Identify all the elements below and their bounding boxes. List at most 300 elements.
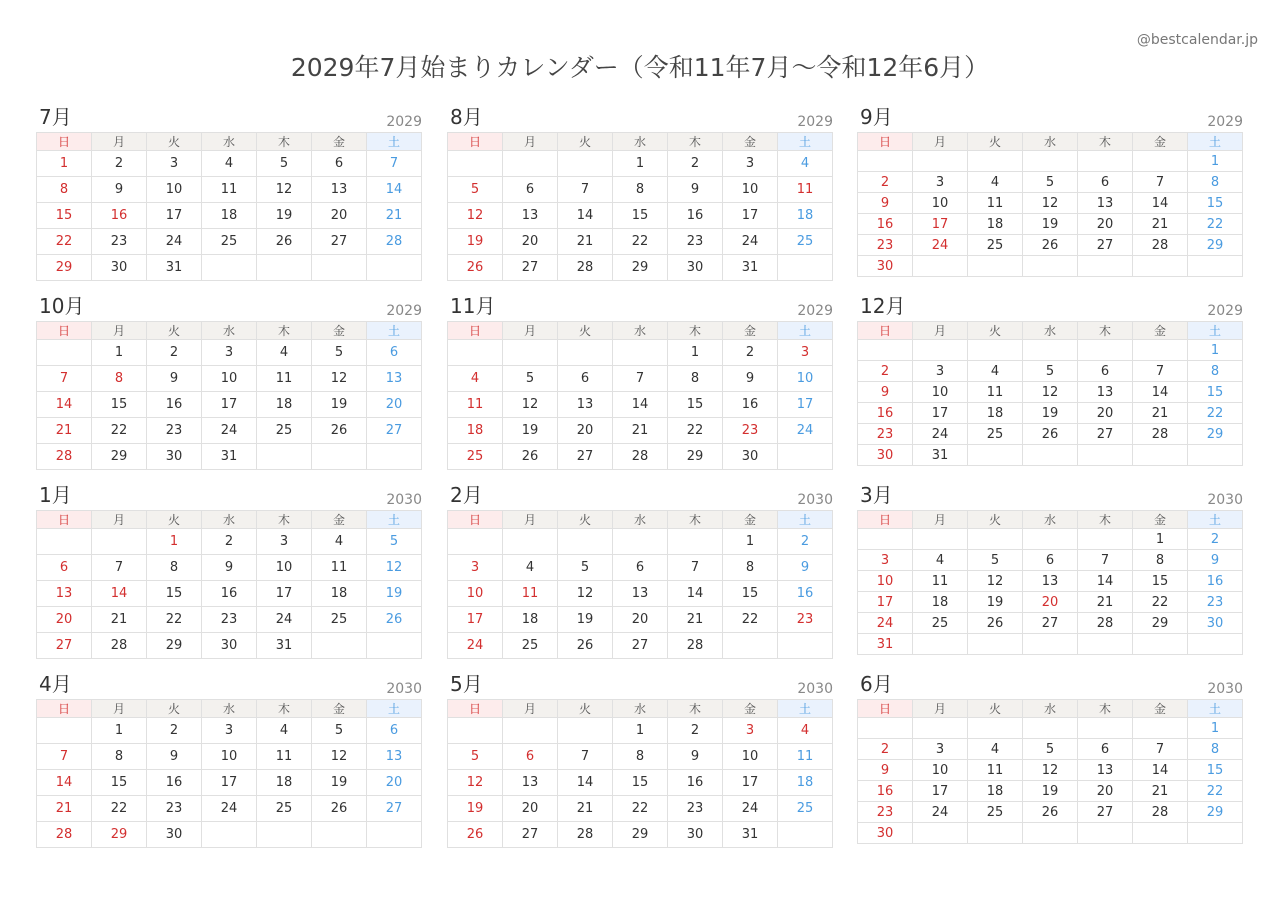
day-cell: 22	[1188, 403, 1243, 424]
empty-cell	[92, 529, 147, 555]
weekday-header: 水	[1023, 700, 1078, 718]
empty-cell	[1133, 823, 1188, 844]
weekday-header-row	[37, 133, 422, 151]
day-cell: 7	[37, 744, 92, 770]
day-cell: 11	[778, 744, 833, 770]
weekday-header: 金	[723, 133, 778, 151]
day-cell: 18	[968, 781, 1023, 802]
day-cell: 26	[558, 633, 613, 659]
week-row	[37, 177, 422, 203]
weekday-header: 月	[913, 700, 968, 718]
weekday-header: 火	[968, 511, 1023, 529]
week-row	[37, 366, 422, 392]
day-cell: 25	[968, 802, 1023, 823]
month-calendar	[857, 484, 1243, 655]
day-cell: 21	[37, 418, 92, 444]
weekday-header-row	[448, 511, 833, 529]
day-cell: 24	[858, 613, 913, 634]
day-cell: 10	[858, 571, 913, 592]
day-cell: 31	[147, 255, 202, 281]
day-cell: 28	[37, 822, 92, 848]
day-cell: 11	[778, 177, 833, 203]
day-cell: 5	[367, 529, 422, 555]
week-row	[858, 718, 1243, 739]
day-cell: 19	[312, 770, 367, 796]
weekday-header: 水	[202, 322, 257, 340]
month-name: 12月	[860, 294, 906, 318]
day-cell: 16	[668, 770, 723, 796]
month-name: 1月	[39, 483, 72, 507]
day-cell: 12	[448, 770, 503, 796]
day-cell: 2	[668, 151, 723, 177]
day-cell: 23	[147, 418, 202, 444]
month-calendar	[447, 106, 833, 281]
day-cell: 14	[1133, 760, 1188, 781]
weekday-header: 水	[613, 511, 668, 529]
day-cell: 25	[778, 796, 833, 822]
month-header	[857, 484, 1243, 508]
week-row	[448, 633, 833, 659]
day-cell: 8	[92, 366, 147, 392]
empty-cell	[913, 718, 968, 739]
day-cell: 18	[968, 403, 1023, 424]
weekday-header: 火	[558, 322, 613, 340]
day-cell: 10	[778, 366, 833, 392]
day-cell: 23	[858, 235, 913, 256]
day-cell: 7	[613, 366, 668, 392]
day-cell: 23	[858, 424, 913, 445]
day-cell: 22	[613, 229, 668, 255]
empty-cell	[913, 823, 968, 844]
month-table	[857, 510, 1243, 655]
day-cell: 9	[668, 177, 723, 203]
day-cell: 31	[723, 822, 778, 848]
day-cell: 12	[257, 177, 312, 203]
day-cell: 15	[723, 581, 778, 607]
day-cell: 6	[503, 177, 558, 203]
day-cell: 1	[723, 529, 778, 555]
month-year: 2030	[1207, 492, 1243, 508]
day-cell: 26	[312, 796, 367, 822]
day-cell: 29	[613, 822, 668, 848]
empty-cell	[312, 444, 367, 470]
day-cell: 12	[503, 392, 558, 418]
day-cell: 15	[613, 203, 668, 229]
month-table	[36, 132, 422, 281]
day-cell: 25	[913, 613, 968, 634]
week-row	[448, 555, 833, 581]
week-row	[37, 151, 422, 177]
week-row	[448, 770, 833, 796]
empty-cell	[1133, 151, 1188, 172]
week-row	[37, 444, 422, 470]
day-cell: 19	[448, 796, 503, 822]
empty-cell	[1023, 151, 1078, 172]
weekday-header: 火	[147, 700, 202, 718]
month-name: 10月	[39, 294, 85, 318]
day-cell: 28	[37, 444, 92, 470]
weekday-header: 月	[913, 322, 968, 340]
day-cell: 5	[558, 555, 613, 581]
weekday-header-row	[37, 511, 422, 529]
week-row	[448, 718, 833, 744]
day-cell: 18	[778, 770, 833, 796]
day-cell: 27	[367, 418, 422, 444]
day-cell: 31	[723, 255, 778, 281]
month-name: 8月	[450, 105, 483, 129]
day-cell: 10	[913, 382, 968, 403]
day-cell: 29	[92, 444, 147, 470]
empty-cell	[1078, 445, 1133, 466]
day-cell: 23	[858, 802, 913, 823]
day-cell: 18	[503, 607, 558, 633]
day-cell: 4	[968, 172, 1023, 193]
day-cell: 1	[613, 718, 668, 744]
weekday-header: 月	[913, 133, 968, 151]
weekday-header: 火	[147, 322, 202, 340]
day-cell: 23	[92, 229, 147, 255]
empty-cell	[1078, 340, 1133, 361]
empty-cell	[1078, 634, 1133, 655]
day-cell: 2	[92, 151, 147, 177]
day-cell: 28	[613, 444, 668, 470]
day-cell: 13	[367, 744, 422, 770]
day-cell: 14	[92, 581, 147, 607]
day-cell: 13	[503, 203, 558, 229]
day-cell: 2	[1188, 529, 1243, 550]
day-cell: 25	[257, 418, 312, 444]
empty-cell	[1078, 718, 1133, 739]
day-cell: 5	[968, 550, 1023, 571]
month-table	[447, 132, 833, 281]
day-cell: 22	[1188, 214, 1243, 235]
day-cell: 12	[968, 571, 1023, 592]
empty-cell	[503, 718, 558, 744]
weekday-header-row	[448, 700, 833, 718]
week-row	[37, 770, 422, 796]
weekday-header: 土	[1188, 322, 1243, 340]
day-cell: 10	[913, 760, 968, 781]
weekday-header: 木	[1078, 700, 1133, 718]
day-cell: 1	[1133, 529, 1188, 550]
day-cell: 4	[778, 718, 833, 744]
weekday-header: 日	[858, 511, 913, 529]
day-cell: 22	[723, 607, 778, 633]
day-cell: 28	[1133, 802, 1188, 823]
week-row	[448, 229, 833, 255]
day-cell: 17	[147, 203, 202, 229]
day-cell: 19	[1023, 403, 1078, 424]
day-cell: 15	[92, 392, 147, 418]
day-cell: 6	[613, 555, 668, 581]
day-cell: 21	[1078, 592, 1133, 613]
week-row	[858, 445, 1243, 466]
month-header	[36, 106, 422, 130]
week-row	[858, 193, 1243, 214]
empty-cell	[858, 529, 913, 550]
day-cell: 18	[448, 418, 503, 444]
day-cell: 5	[1023, 739, 1078, 760]
week-row	[858, 823, 1243, 844]
weekday-header: 土	[778, 700, 833, 718]
week-row	[37, 255, 422, 281]
weekday-header: 火	[968, 133, 1023, 151]
empty-cell	[613, 340, 668, 366]
weekday-header: 月	[503, 322, 558, 340]
week-row	[448, 151, 833, 177]
weekday-header: 木	[257, 511, 312, 529]
day-cell: 10	[202, 744, 257, 770]
day-cell: 2	[778, 529, 833, 555]
day-cell: 14	[367, 177, 422, 203]
month-header	[36, 673, 422, 697]
day-cell: 8	[613, 177, 668, 203]
day-cell: 5	[312, 340, 367, 366]
day-cell: 26	[1023, 235, 1078, 256]
day-cell: 14	[1133, 193, 1188, 214]
month-name: 6月	[860, 672, 893, 696]
weekday-header: 金	[723, 322, 778, 340]
empty-cell	[778, 444, 833, 470]
month-year: 2029	[1207, 303, 1243, 319]
weekday-header: 木	[257, 322, 312, 340]
day-cell: 25	[202, 229, 257, 255]
day-cell: 10	[202, 366, 257, 392]
day-cell: 27	[312, 229, 367, 255]
day-cell: 25	[448, 444, 503, 470]
day-cell: 26	[448, 822, 503, 848]
day-cell: 2	[147, 718, 202, 744]
day-cell: 30	[858, 823, 913, 844]
week-row	[37, 418, 422, 444]
empty-cell	[668, 529, 723, 555]
empty-cell	[913, 151, 968, 172]
day-cell: 22	[92, 796, 147, 822]
day-cell: 7	[92, 555, 147, 581]
weekday-header: 土	[367, 133, 422, 151]
empty-cell	[778, 255, 833, 281]
day-cell: 11	[257, 366, 312, 392]
day-cell: 24	[778, 418, 833, 444]
day-cell: 16	[147, 392, 202, 418]
day-cell: 18	[257, 770, 312, 796]
day-cell: 6	[1023, 550, 1078, 571]
day-cell: 24	[448, 633, 503, 659]
weekday-header: 日	[858, 133, 913, 151]
day-cell: 3	[257, 529, 312, 555]
day-cell: 21	[668, 607, 723, 633]
day-cell: 23	[778, 607, 833, 633]
empty-cell	[312, 822, 367, 848]
empty-cell	[257, 255, 312, 281]
day-cell: 27	[1078, 424, 1133, 445]
day-cell: 7	[1078, 550, 1133, 571]
month-table	[36, 510, 422, 659]
empty-cell	[1133, 718, 1188, 739]
weekday-header: 水	[202, 511, 257, 529]
day-cell: 27	[1078, 235, 1133, 256]
week-row	[448, 607, 833, 633]
empty-cell	[312, 255, 367, 281]
day-cell: 20	[503, 796, 558, 822]
day-cell: 9	[668, 744, 723, 770]
day-cell: 2	[858, 361, 913, 382]
day-cell: 31	[257, 633, 312, 659]
month-calendar	[36, 484, 422, 659]
empty-cell	[202, 822, 257, 848]
day-cell: 1	[147, 529, 202, 555]
day-cell: 11	[968, 193, 1023, 214]
weekday-header: 水	[1023, 511, 1078, 529]
day-cell: 19	[1023, 781, 1078, 802]
day-cell: 2	[147, 340, 202, 366]
day-cell: 18	[202, 203, 257, 229]
day-cell: 12	[1023, 382, 1078, 403]
weekday-header: 日	[37, 322, 92, 340]
day-cell: 16	[858, 214, 913, 235]
page-title: 2029年7月始まりカレンダー（令和11年7月〜令和12年6月）	[290, 53, 990, 82]
week-row	[858, 550, 1243, 571]
month-table	[36, 699, 422, 848]
day-cell: 27	[613, 633, 668, 659]
empty-cell	[1023, 823, 1078, 844]
weekday-header-row	[448, 133, 833, 151]
day-cell: 12	[1023, 760, 1078, 781]
day-cell: 5	[312, 718, 367, 744]
month-year: 2030	[386, 681, 422, 697]
day-cell: 23	[723, 418, 778, 444]
weekday-header: 金	[723, 700, 778, 718]
month-header	[447, 106, 833, 130]
weekday-header: 日	[448, 700, 503, 718]
empty-cell	[778, 633, 833, 659]
day-cell: 27	[367, 796, 422, 822]
day-cell: 17	[913, 403, 968, 424]
weekday-header: 日	[448, 322, 503, 340]
day-cell: 24	[913, 802, 968, 823]
month-header	[447, 484, 833, 508]
day-cell: 13	[312, 177, 367, 203]
empty-cell	[1023, 445, 1078, 466]
day-cell: 12	[1023, 193, 1078, 214]
weekday-header-row	[858, 700, 1243, 718]
day-cell: 22	[613, 796, 668, 822]
day-cell: 19	[257, 203, 312, 229]
week-row	[448, 822, 833, 848]
empty-cell	[257, 444, 312, 470]
empty-cell	[1078, 823, 1133, 844]
day-cell: 26	[312, 418, 367, 444]
weekday-header: 土	[367, 511, 422, 529]
week-row	[37, 555, 422, 581]
day-cell: 26	[367, 607, 422, 633]
day-cell: 10	[257, 555, 312, 581]
day-cell: 3	[147, 151, 202, 177]
empty-cell	[367, 444, 422, 470]
day-cell: 7	[558, 744, 613, 770]
weekday-header: 水	[202, 133, 257, 151]
weekday-header: 水	[613, 322, 668, 340]
weekday-header: 月	[92, 322, 147, 340]
week-row	[448, 340, 833, 366]
weekday-header-row	[858, 322, 1243, 340]
week-row	[37, 744, 422, 770]
day-cell: 9	[1188, 550, 1243, 571]
day-cell: 9	[858, 193, 913, 214]
day-cell: 16	[858, 781, 913, 802]
day-cell: 24	[723, 229, 778, 255]
weekday-header: 木	[257, 700, 312, 718]
day-cell: 16	[668, 203, 723, 229]
weekday-header: 金	[1133, 700, 1188, 718]
empty-cell	[202, 255, 257, 281]
day-cell: 14	[558, 770, 613, 796]
day-cell: 3	[448, 555, 503, 581]
day-cell: 2	[723, 340, 778, 366]
day-cell: 25	[312, 607, 367, 633]
empty-cell	[968, 256, 1023, 277]
day-cell: 8	[668, 366, 723, 392]
day-cell: 15	[92, 770, 147, 796]
day-cell: 20	[503, 229, 558, 255]
day-cell: 11	[448, 392, 503, 418]
day-cell: 10	[913, 193, 968, 214]
day-cell: 1	[668, 340, 723, 366]
day-cell: 8	[1133, 550, 1188, 571]
week-row	[858, 151, 1243, 172]
day-cell: 23	[668, 229, 723, 255]
day-cell: 10	[723, 744, 778, 770]
day-cell: 10	[723, 177, 778, 203]
day-cell: 14	[558, 203, 613, 229]
empty-cell	[1023, 718, 1078, 739]
day-cell: 20	[1078, 403, 1133, 424]
empty-cell	[503, 529, 558, 555]
weekday-header-row	[858, 511, 1243, 529]
day-cell: 25	[968, 424, 1023, 445]
day-cell: 7	[37, 366, 92, 392]
day-cell: 17	[913, 781, 968, 802]
day-cell: 4	[448, 366, 503, 392]
day-cell: 13	[503, 770, 558, 796]
weekday-header: 土	[367, 322, 422, 340]
empty-cell	[778, 822, 833, 848]
day-cell: 9	[147, 744, 202, 770]
day-cell: 15	[613, 770, 668, 796]
day-cell: 8	[37, 177, 92, 203]
day-cell: 5	[257, 151, 312, 177]
weekday-header: 木	[1078, 322, 1133, 340]
weekday-header: 木	[1078, 133, 1133, 151]
weekday-header: 日	[448, 511, 503, 529]
day-cell: 7	[367, 151, 422, 177]
empty-cell	[1188, 823, 1243, 844]
day-cell: 21	[367, 203, 422, 229]
month-table	[447, 699, 833, 848]
day-cell: 25	[503, 633, 558, 659]
weekday-header: 水	[613, 700, 668, 718]
month-year: 2029	[386, 303, 422, 319]
weekday-header: 月	[92, 133, 147, 151]
weekday-header: 金	[312, 133, 367, 151]
month-calendar	[447, 295, 833, 470]
day-cell: 17	[257, 581, 312, 607]
empty-cell	[968, 529, 1023, 550]
month-year: 2029	[386, 114, 422, 130]
empty-cell	[558, 529, 613, 555]
day-cell: 1	[37, 151, 92, 177]
weekday-header: 金	[1133, 511, 1188, 529]
